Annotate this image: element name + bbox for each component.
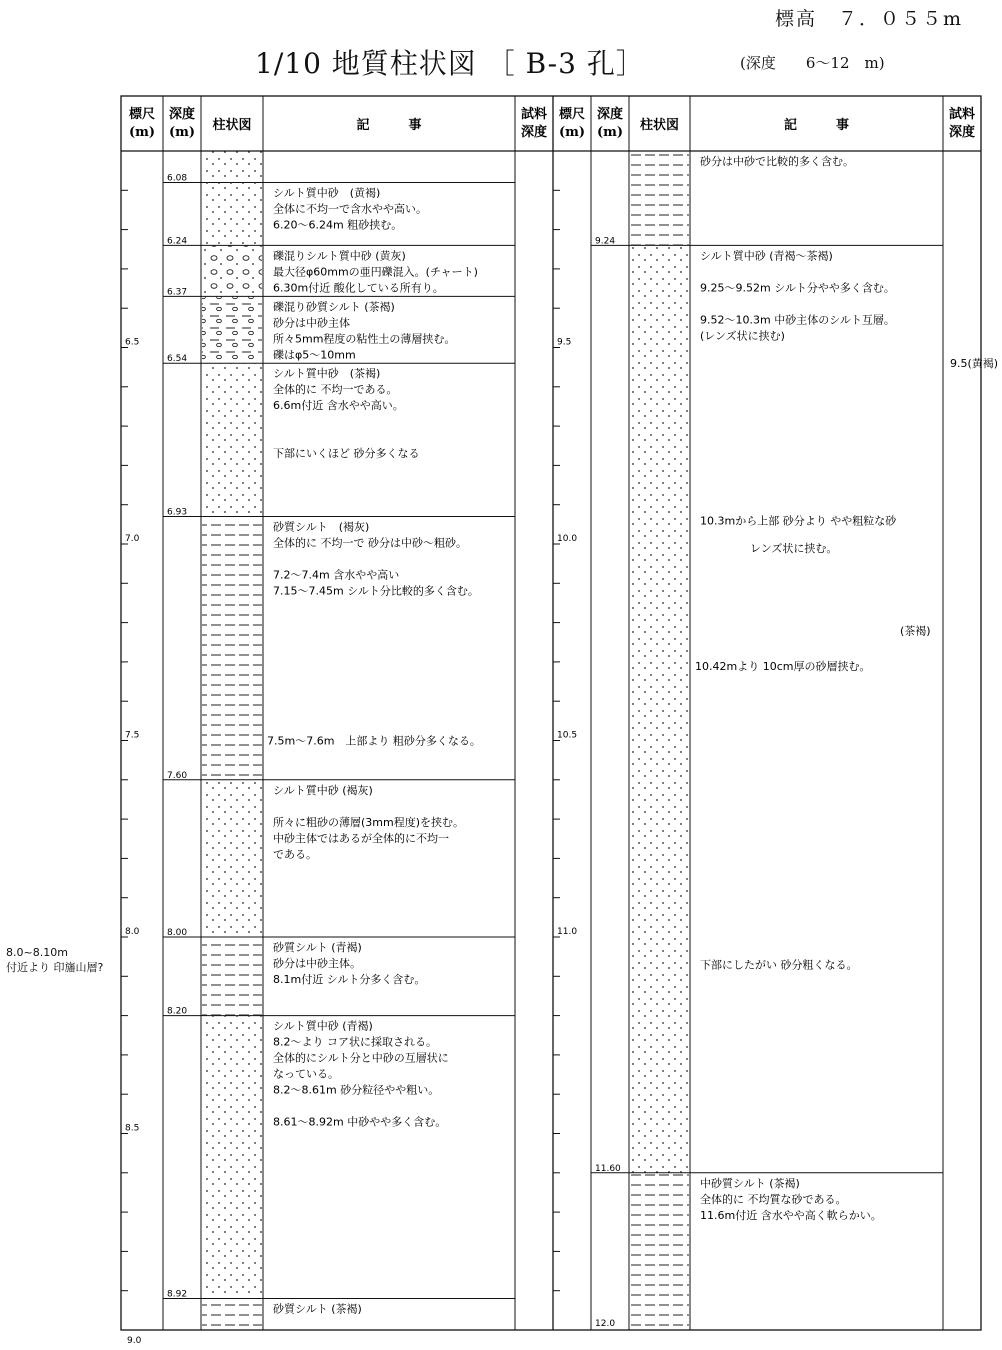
left_panel-layer-note: 砂分は中砂主体。 (273, 957, 361, 970)
left_panel-depth-label: 8.20 (167, 1006, 188, 1017)
left_panel-scale-label: 7.5 (125, 730, 140, 741)
left_panel-depth-label: 8.92 (167, 1289, 188, 1300)
log-layer-sand (202, 182, 262, 245)
left_panel-scale-label: 8.0 (125, 927, 140, 937)
log-layer-sand (202, 363, 262, 516)
left_panel-scale-label: 8.5 (125, 1123, 140, 1134)
right_panel-floating-note: 下部にしたがい 砂分粗くなる。 (700, 958, 858, 972)
right_panel-layer-note: 中砂質シルト (茶褐) (700, 1176, 800, 1190)
left_panel-depth-label: 6.37 (167, 287, 188, 298)
left_panel-layer-note: 砂質シルト (茶褐) (273, 1302, 362, 1316)
left_panel-layer-note: 礫混り砂質シルト (茶褐) (273, 300, 395, 314)
left_panel-layer-note: 7.2～7.4m 含水やや高い (273, 568, 400, 582)
left-header-depth: (m) (168, 125, 196, 140)
log-layer-silt (202, 937, 262, 1016)
left_panel-layer-note: 7.15～7.45m シルト分比較的多く含む。 (273, 584, 479, 598)
right_panel-layer-note: 11.6m付近 含水やや高く軟らかい。 (700, 1208, 882, 1222)
right_panel-depth-label: 12.0 (595, 1319, 616, 1329)
log-title: 1/10 地質柱状図 ［ B-3 孔］ (255, 47, 645, 80)
right_panel-layer-note: 9.52～10.3m 中砂主体のシルト互層。 (700, 313, 895, 327)
left_panel-layer-note: である。 (273, 847, 317, 861)
left_panel-depth-label: 7.60 (167, 770, 188, 781)
right-header-scale: 標尺 (558, 107, 586, 122)
left_panel-layer-note: シルト質中砂 (青褐) (273, 1019, 373, 1033)
left_panel-layer-note: 所々に粗砂の薄層(3mm程度)を挟む。 (273, 815, 465, 829)
left_panel-depth-label: 6.08 (167, 173, 188, 184)
left_panel-layer-note: 8.2～8.61m 砂分粒径やや粗い。 (273, 1083, 440, 1097)
left_panel-depth-label: 6.24 (167, 236, 188, 247)
left_panel-layer-note: シルト質中砂 (黄褐) (273, 186, 381, 200)
right_panel-floating-note: レンズ状に挟む。 (750, 541, 838, 555)
right_panel-scale-label: 9.5 (557, 337, 572, 348)
elevation-label: 標高 ７．０５５m (775, 8, 964, 30)
right-header-notes: 記 事 (783, 118, 850, 133)
left_panel-depth-label: 8.00 (167, 928, 188, 938)
right_panel-scale-label: 10.5 (557, 730, 578, 741)
left_panel-depth-label: 6.93 (167, 507, 188, 518)
left_panel-layer-note: 6.30m付近 酸化している所有り。 (273, 281, 444, 295)
left-header-scale: (m) (128, 125, 156, 140)
side-annotation-line-2: 付近より 印旛山層? (6, 961, 104, 974)
left_panel-layer-note: 礫混りシルト質中砂 (黄灰) (273, 249, 406, 263)
left_panel-layer-note: 8.1m付近 シルト分多く含む。 (273, 973, 426, 986)
log-layer-silt (630, 1173, 689, 1330)
left_panel-layer-note: 最大径φ60mmの亜円礫混入。(チャート) (273, 265, 478, 279)
left_panel-layer-note: なっている。 (273, 1067, 339, 1081)
side-annotation (6, 945, 116, 975)
right_panel-layer-note: 全体的に 不均質な砂である。 (700, 1192, 847, 1206)
right_panel-depth-label: 9.24 (595, 236, 616, 247)
left_panel-layer-note: 全体的に 不均一で 砂分は中砂～粗砂。 (273, 536, 467, 550)
right_panel-floating-note: 10.42mより 10cm厚の砂層挟む。 (695, 659, 871, 673)
left_panel-scale-label: 6.5 (125, 337, 140, 348)
right_panel-scale-label: 11.0 (557, 927, 578, 937)
log-layer-sand (202, 151, 262, 182)
left-header-notes: 記 事 (356, 118, 422, 133)
log-layer-silt (202, 516, 262, 779)
right_panel-floating-note: (茶褐) (900, 624, 931, 638)
right_panel-layer-note: (レンズ状に挟む) (700, 329, 785, 343)
depth-range-label: (深度 6～12 m) (740, 54, 885, 72)
right-header-depth: 深度 (596, 107, 624, 122)
log-layer-gravel (202, 245, 262, 296)
log-layer-gravel-silt (202, 296, 262, 363)
left-header-scale: 標尺 (128, 107, 156, 122)
left_panel-layer-note: 全体的にシルト分と中砂の互層状に (273, 1051, 449, 1065)
left-header-log: 柱状図 (212, 118, 252, 133)
left_panel-bottom-label: 9.0 (127, 1336, 142, 1346)
right-header-depth: (m) (596, 125, 624, 140)
left_panel-layer-note: 全体的に 不均一である。 (273, 383, 398, 397)
log-layer-silt (202, 1299, 262, 1330)
left_panel-layer-note: 8.61～8.92m 中砂やや多く含む。 (273, 1115, 447, 1129)
right-header-log: 柱状図 (639, 118, 680, 133)
right_panel-floating-note: 10.3mから上部 砂分より やや粗粒な砂 (700, 514, 897, 528)
right-header-scale: (m) (558, 125, 586, 140)
log-layer-silt (630, 151, 689, 245)
side-annotation-line-1: 8.0~8.10m (6, 946, 68, 959)
left_panel-layer-note: 6.20～6.24m 粗砂挟む。 (273, 218, 403, 232)
left_panel-layer-note: シルト質中砂 (褐灰) (273, 783, 373, 797)
left_panel-layer-note: 礫はφ5～10mm (273, 348, 356, 362)
left_panel-layer-note: 7.5m～7.6m 上部より 粗砂分多くなる。 (267, 734, 481, 748)
right-header-sample: 試料 (948, 107, 976, 122)
left_panel-layer-note: 所々5mm程度の粘性土の薄層挟む。 (273, 332, 456, 346)
right_panel-layer-note: 砂分は中砂で比較的多く含む。 (700, 155, 854, 168)
left_panel-layer-note: 砂分は中砂主体 (273, 316, 350, 330)
left_panel-scale-label: 7.0 (125, 534, 140, 544)
left_panel-depth-label: 6.54 (167, 354, 188, 365)
left_panel-layer-note: 砂質シルト (青褐) (273, 941, 362, 954)
right_panel-depth-label: 11.60 (595, 1163, 621, 1174)
left_panel-layer-note: 全体に不均一で含水やや高い。 (273, 202, 427, 216)
left_panel-layer-note: 6.6m付近 含水やや高い。 (273, 399, 404, 413)
left_panel-layer-note: 8.2～より コア状に採取される。 (273, 1035, 437, 1049)
left-header-sample: 試料 (520, 107, 548, 122)
left-header-depth: 深度 (168, 107, 196, 122)
left_panel-layer-note: 中砂主体ではあるが全体的に不均一 (273, 831, 449, 845)
left_panel-layer-note: シルト質中砂 (茶褐) (273, 367, 381, 381)
right_panel-floating-note: 9.5(黄褐) (950, 357, 999, 371)
right_panel-scale-label: 10.0 (557, 534, 578, 544)
left-header-sample: 深度 (520, 125, 548, 140)
log-layer-sand (630, 245, 689, 1172)
left_panel-layer-note: 砂質シルト (褐灰) (273, 520, 370, 534)
log-layer-sand (202, 780, 262, 937)
right_panel-layer-note: 9.25～9.52m シルト分やや多く含む。 (700, 281, 895, 295)
right-header-sample: 深度 (948, 125, 976, 140)
left_panel-layer-note: 下部にいくほど 砂分多くなる (273, 447, 420, 461)
log-layer-sand (202, 1016, 262, 1299)
right_panel-layer-note: シルト質中砂 (青褐～茶褐) (700, 249, 833, 263)
